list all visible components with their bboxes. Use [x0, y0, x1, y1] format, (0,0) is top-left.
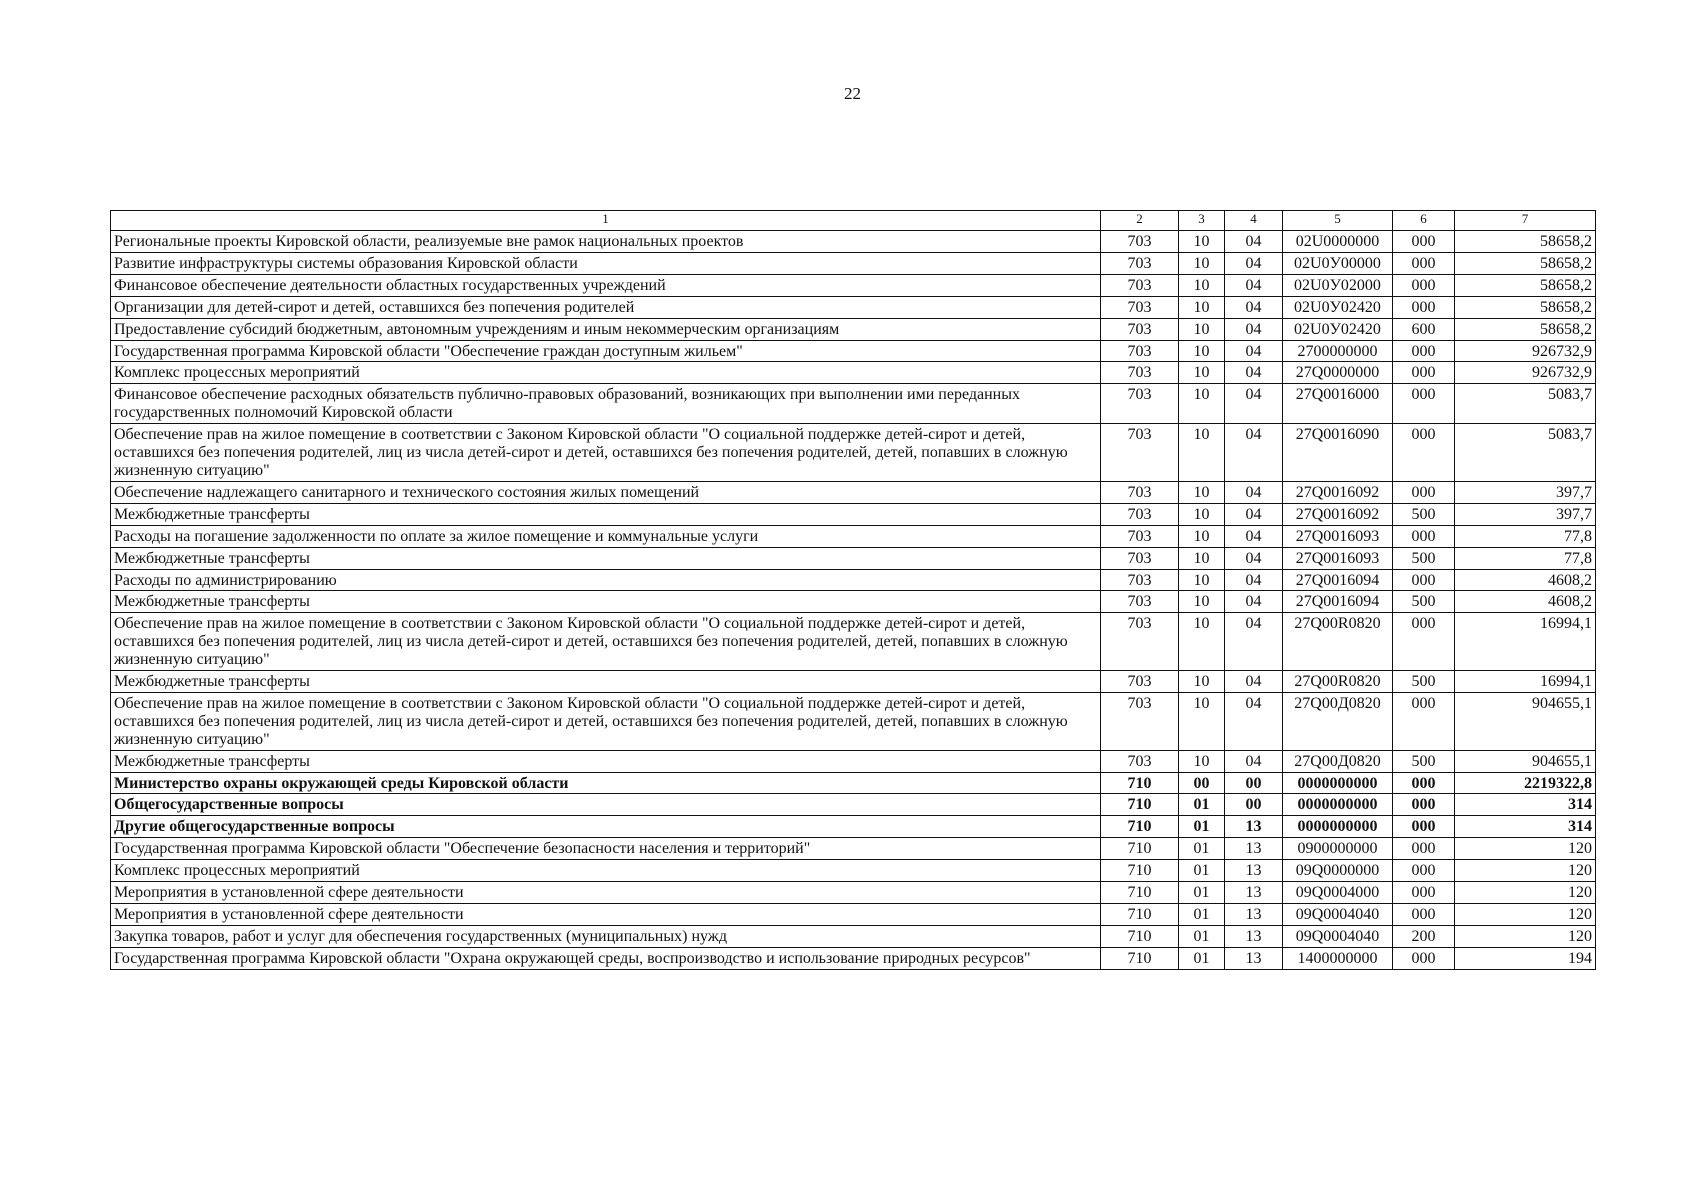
row-code-target-article-cell: 27Q0016092 [1283, 481, 1393, 503]
row-code-ministry-cell: 710 [1101, 816, 1179, 838]
row-name-cell: Межбюджетные трансферты [111, 671, 1101, 693]
row-name-cell: Межбюджетные трансферты [111, 547, 1101, 569]
row-amount-cell: 4608,2 [1455, 591, 1596, 613]
header-cell: 1 [111, 211, 1101, 231]
row-code-section-cell: 10 [1179, 525, 1225, 547]
page-number: 22 [844, 84, 861, 103]
table-row [111, 904, 1596, 926]
row-code-section-cell: 10 [1179, 340, 1225, 362]
row-code-section-cell: 01 [1179, 925, 1225, 947]
row-code-expense-type-cell: 000 [1393, 231, 1455, 253]
header-cell: 6 [1393, 211, 1455, 231]
row-amount-cell: 16994,1 [1455, 613, 1596, 671]
table-row [111, 671, 1596, 693]
row-code-target-article-cell: 0900000000 [1283, 838, 1393, 860]
row-code-target-article-cell: 27Q0016094 [1283, 591, 1393, 613]
row-code-subsection-cell: 04 [1225, 613, 1283, 671]
table-row [111, 591, 1596, 613]
row-code-target-article-cell: 2700000000 [1283, 340, 1393, 362]
row-code-ministry-cell: 703 [1101, 231, 1179, 253]
row-code-target-article-cell: 27Q00R0820 [1283, 613, 1393, 671]
row-code-expense-type-cell: 000 [1393, 692, 1455, 750]
row-code-subsection-cell: 04 [1225, 525, 1283, 547]
row-code-expense-type-cell: 000 [1393, 816, 1455, 838]
row-code-section-cell: 10 [1179, 750, 1225, 772]
row-code-subsection-cell: 04 [1225, 252, 1283, 274]
header-cell: 4 [1225, 211, 1283, 231]
row-code-ministry-cell: 710 [1101, 772, 1179, 794]
row-code-expense-type-cell: 000 [1393, 296, 1455, 318]
row-amount-cell: 77,8 [1455, 547, 1596, 569]
row-code-section-cell: 10 [1179, 671, 1225, 693]
row-code-ministry-cell: 703 [1101, 384, 1179, 424]
row-amount-cell: 904655,1 [1455, 750, 1596, 772]
row-code-section-cell: 10 [1179, 274, 1225, 296]
row-amount-cell: 16994,1 [1455, 671, 1596, 693]
row-code-target-article-cell: 27Q0000000 [1283, 362, 1393, 384]
row-code-subsection-cell: 04 [1225, 547, 1283, 569]
table-row [111, 231, 1596, 253]
row-name-cell: Расходы на погашение задолженности по оплате за жилое помещение и коммунальные услуги [111, 525, 1101, 547]
row-code-expense-type-cell: 000 [1393, 772, 1455, 794]
row-code-expense-type-cell: 500 [1393, 671, 1455, 693]
row-code-section-cell: 10 [1179, 231, 1225, 253]
row-code-subsection-cell: 04 [1225, 384, 1283, 424]
table-row [111, 692, 1596, 750]
row-code-section-cell: 10 [1179, 424, 1225, 482]
table-row [111, 252, 1596, 274]
row-code-target-article-cell: 09Q0000000 [1283, 860, 1393, 882]
row-code-expense-type-cell: 500 [1393, 503, 1455, 525]
row-code-ministry-cell: 703 [1101, 362, 1179, 384]
row-code-expense-type-cell: 500 [1393, 547, 1455, 569]
table-row [111, 816, 1596, 838]
row-code-section-cell: 10 [1179, 613, 1225, 671]
row-amount-cell: 194 [1455, 947, 1596, 969]
row-code-ministry-cell: 703 [1101, 547, 1179, 569]
row-code-target-article-cell: 0000000000 [1283, 816, 1393, 838]
row-code-ministry-cell: 710 [1101, 947, 1179, 969]
row-code-ministry-cell: 703 [1101, 274, 1179, 296]
row-amount-cell: 120 [1455, 882, 1596, 904]
row-code-expense-type-cell: 000 [1393, 340, 1455, 362]
row-name-cell: Комплекс процессных мероприятий [111, 362, 1101, 384]
row-code-target-article-cell: 02U0У02420 [1283, 296, 1393, 318]
row-name-cell: Предоставление субсидий бюджетным, автономным учреждениям и иным некоммерческим организациям [111, 318, 1101, 340]
header-cell: 5 [1283, 211, 1393, 231]
row-code-ministry-cell: 703 [1101, 318, 1179, 340]
row-amount-cell: 58658,2 [1455, 318, 1596, 340]
row-code-subsection-cell: 13 [1225, 947, 1283, 969]
row-amount-cell: 397,7 [1455, 503, 1596, 525]
row-code-target-article-cell: 0000000000 [1283, 794, 1393, 816]
row-amount-cell: 904655,1 [1455, 692, 1596, 750]
row-name-cell: Комплекс процессных мероприятий [111, 860, 1101, 882]
row-name-cell: Межбюджетные трансферты [111, 750, 1101, 772]
row-code-target-article-cell: 09Q0004040 [1283, 925, 1393, 947]
row-code-expense-type-cell: 000 [1393, 569, 1455, 591]
row-code-target-article-cell: 27Q0016093 [1283, 525, 1393, 547]
row-code-section-cell: 01 [1179, 860, 1225, 882]
row-amount-cell: 314 [1455, 816, 1596, 838]
row-code-target-article-cell: 02U0У00000 [1283, 252, 1393, 274]
row-code-expense-type-cell: 000 [1393, 947, 1455, 969]
row-amount-cell: 120 [1455, 860, 1596, 882]
row-code-expense-type-cell: 600 [1393, 318, 1455, 340]
row-code-subsection-cell: 04 [1225, 340, 1283, 362]
row-code-section-cell: 10 [1179, 384, 1225, 424]
row-code-target-article-cell: 27Q0016000 [1283, 384, 1393, 424]
row-code-ministry-cell: 703 [1101, 613, 1179, 671]
row-code-ministry-cell: 703 [1101, 481, 1179, 503]
row-name-cell: Общегосударственные вопросы [111, 794, 1101, 816]
table-row [111, 481, 1596, 503]
row-code-section-cell: 10 [1179, 296, 1225, 318]
row-amount-cell: 77,8 [1455, 525, 1596, 547]
row-code-expense-type-cell: 000 [1393, 481, 1455, 503]
row-name-cell: Региональные проекты Кировской области, реализуемые вне рамок национальных проектов [111, 231, 1101, 253]
row-code-ministry-cell: 703 [1101, 569, 1179, 591]
table-row [111, 296, 1596, 318]
row-code-section-cell: 10 [1179, 252, 1225, 274]
header-cell: 2 [1101, 211, 1179, 231]
table-row [111, 860, 1596, 882]
row-code-expense-type-cell: 000 [1393, 860, 1455, 882]
table-row [111, 772, 1596, 794]
row-name-cell: Государственная программа Кировской области "Обеспечение безопасности населения и территорий" [111, 838, 1101, 860]
table-row [111, 947, 1596, 969]
row-name-cell: Государственная программа Кировской области "Охрана окружающей среды, воспроизводство и использование природных ресурсов" [111, 947, 1101, 969]
row-code-expense-type-cell: 200 [1393, 925, 1455, 947]
row-code-expense-type-cell: 000 [1393, 424, 1455, 482]
row-code-expense-type-cell: 500 [1393, 591, 1455, 613]
row-code-target-article-cell: 09Q0004000 [1283, 882, 1393, 904]
row-name-cell: Мероприятия в установленной сфере деятельности [111, 882, 1101, 904]
row-code-ministry-cell: 710 [1101, 860, 1179, 882]
table-row [111, 362, 1596, 384]
row-code-section-cell: 01 [1179, 904, 1225, 926]
row-code-target-article-cell: 02U0У02420 [1283, 318, 1393, 340]
row-code-expense-type-cell: 000 [1393, 274, 1455, 296]
row-code-ministry-cell: 703 [1101, 525, 1179, 547]
row-code-target-article-cell: 02U0У02000 [1283, 274, 1393, 296]
table-row [111, 424, 1596, 482]
table-row [111, 525, 1596, 547]
row-code-section-cell: 01 [1179, 838, 1225, 860]
row-code-section-cell: 01 [1179, 947, 1225, 969]
row-code-ministry-cell: 703 [1101, 424, 1179, 482]
row-code-target-article-cell: 27Q0016090 [1283, 424, 1393, 482]
row-amount-cell: 5083,7 [1455, 384, 1596, 424]
row-amount-cell: 926732,9 [1455, 340, 1596, 362]
row-code-expense-type-cell: 000 [1393, 613, 1455, 671]
row-code-subsection-cell: 04 [1225, 231, 1283, 253]
row-code-subsection-cell: 04 [1225, 503, 1283, 525]
row-amount-cell: 120 [1455, 838, 1596, 860]
budget-table [110, 210, 1596, 970]
row-code-ministry-cell: 703 [1101, 671, 1179, 693]
table-row [111, 384, 1596, 424]
row-code-subsection-cell: 04 [1225, 362, 1283, 384]
row-name-cell: Финансовое обеспечение расходных обязательств публично-правовых образований, возникающих при выполнении ими переданных государственных полномочий Кировской области [111, 384, 1101, 424]
table-row [111, 794, 1596, 816]
row-code-ministry-cell: 703 [1101, 750, 1179, 772]
row-code-target-article-cell: 27Q0016093 [1283, 547, 1393, 569]
row-code-subsection-cell: 04 [1225, 318, 1283, 340]
row-code-ministry-cell: 710 [1101, 925, 1179, 947]
table-row [111, 882, 1596, 904]
header-cell: 3 [1179, 211, 1225, 231]
row-code-subsection-cell: 04 [1225, 274, 1283, 296]
row-code-ministry-cell: 710 [1101, 838, 1179, 860]
row-code-ministry-cell: 703 [1101, 503, 1179, 525]
row-amount-cell: 397,7 [1455, 481, 1596, 503]
row-code-ministry-cell: 710 [1101, 882, 1179, 904]
row-code-ministry-cell: 703 [1101, 252, 1179, 274]
row-code-expense-type-cell: 000 [1393, 362, 1455, 384]
row-name-cell: Мероприятия в установленной сфере деятельности [111, 904, 1101, 926]
row-code-section-cell: 01 [1179, 816, 1225, 838]
row-name-cell: Обеспечение прав на жилое помещение в соответствии с Законом Кировской области "О социальной поддержке детей-сирот и детей, оставшихся без попечения родителей, лиц из числа детей-сирот и детей, оставшихся без попечения родителей, детей, попавших в сложную жизненную ситуацию" [111, 692, 1101, 750]
row-code-section-cell: 10 [1179, 481, 1225, 503]
row-code-section-cell: 10 [1179, 318, 1225, 340]
table-header-row [111, 211, 1596, 231]
row-code-subsection-cell: 13 [1225, 904, 1283, 926]
row-name-cell: Финансовое обеспечение деятельности областных государственных учреждений [111, 274, 1101, 296]
row-code-target-article-cell: 27Q0016092 [1283, 503, 1393, 525]
row-name-cell: Закупка товаров, работ и услуг для обеспечения государственных (муниципальных) нужд [111, 925, 1101, 947]
row-code-subsection-cell: 04 [1225, 591, 1283, 613]
row-code-expense-type-cell: 000 [1393, 525, 1455, 547]
row-name-cell: Государственная программа Кировской области "Обеспечение граждан доступным жильем" [111, 340, 1101, 362]
row-code-expense-type-cell: 500 [1393, 750, 1455, 772]
row-amount-cell: 120 [1455, 925, 1596, 947]
row-code-target-article-cell: 27Q00Д0820 [1283, 750, 1393, 772]
header-cell: 7 [1455, 211, 1596, 231]
table-row [111, 547, 1596, 569]
row-code-subsection-cell: 13 [1225, 838, 1283, 860]
row-code-target-article-cell: 27Q00R0820 [1283, 671, 1393, 693]
row-code-target-article-cell: 09Q0004040 [1283, 904, 1393, 926]
row-amount-cell: 58658,2 [1455, 252, 1596, 274]
row-name-cell: Обеспечение надлежащего санитарного и технического состояния жилых помещений [111, 481, 1101, 503]
row-code-subsection-cell: 04 [1225, 671, 1283, 693]
table-row [111, 750, 1596, 772]
row-code-target-article-cell: 27Q0016094 [1283, 569, 1393, 591]
row-code-section-cell: 10 [1179, 569, 1225, 591]
row-code-subsection-cell: 04 [1225, 569, 1283, 591]
row-code-section-cell: 10 [1179, 503, 1225, 525]
row-code-subsection-cell: 13 [1225, 860, 1283, 882]
table-row [111, 274, 1596, 296]
row-code-subsection-cell: 13 [1225, 925, 1283, 947]
row-name-cell: Межбюджетные трансферты [111, 503, 1101, 525]
table-row [111, 925, 1596, 947]
table-row [111, 503, 1596, 525]
row-code-ministry-cell: 703 [1101, 296, 1179, 318]
row-amount-cell: 58658,2 [1455, 296, 1596, 318]
row-code-section-cell: 10 [1179, 547, 1225, 569]
row-amount-cell: 120 [1455, 904, 1596, 926]
row-code-target-article-cell: 1400000000 [1283, 947, 1393, 969]
row-code-subsection-cell: 04 [1225, 750, 1283, 772]
row-code-subsection-cell: 00 [1225, 772, 1283, 794]
table-row [111, 838, 1596, 860]
row-name-cell: Обеспечение прав на жилое помещение в соответствии с Законом Кировской области "О социальной поддержке детей-сирот и детей, оставшихся без попечения родителей, лиц из числа детей-сирот и детей, оставшихся без попечения родителей, детей, попавших в сложную жизненную ситуацию" [111, 424, 1101, 482]
row-code-ministry-cell: 710 [1101, 794, 1179, 816]
row-code-ministry-cell: 703 [1101, 591, 1179, 613]
row-amount-cell: 58658,2 [1455, 231, 1596, 253]
row-amount-cell: 4608,2 [1455, 569, 1596, 591]
row-code-expense-type-cell: 000 [1393, 904, 1455, 926]
table-row [111, 569, 1596, 591]
row-code-section-cell: 10 [1179, 362, 1225, 384]
row-code-section-cell: 10 [1179, 591, 1225, 613]
row-code-subsection-cell: 00 [1225, 794, 1283, 816]
row-code-section-cell: 10 [1179, 692, 1225, 750]
row-amount-cell: 58658,2 [1455, 274, 1596, 296]
row-code-expense-type-cell: 000 [1393, 882, 1455, 904]
row-code-section-cell: 00 [1179, 772, 1225, 794]
row-code-subsection-cell: 04 [1225, 424, 1283, 482]
row-amount-cell: 314 [1455, 794, 1596, 816]
row-name-cell: Другие общегосударственные вопросы [111, 816, 1101, 838]
row-code-section-cell: 01 [1179, 794, 1225, 816]
row-code-expense-type-cell: 000 [1393, 384, 1455, 424]
table-row [111, 613, 1596, 671]
row-amount-cell: 926732,9 [1455, 362, 1596, 384]
row-code-target-article-cell: 0000000000 [1283, 772, 1393, 794]
row-code-subsection-cell: 04 [1225, 296, 1283, 318]
row-code-subsection-cell: 04 [1225, 481, 1283, 503]
row-code-ministry-cell: 710 [1101, 904, 1179, 926]
table-row [111, 318, 1596, 340]
row-code-subsection-cell: 04 [1225, 692, 1283, 750]
row-code-expense-type-cell: 000 [1393, 794, 1455, 816]
row-code-section-cell: 01 [1179, 882, 1225, 904]
row-name-cell: Межбюджетные трансферты [111, 591, 1101, 613]
row-code-expense-type-cell: 000 [1393, 252, 1455, 274]
table-row [111, 340, 1596, 362]
row-code-target-article-cell: 02U0000000 [1283, 231, 1393, 253]
row-amount-cell: 5083,7 [1455, 424, 1596, 482]
row-name-cell: Министерство охраны окружающей среды Кировской области [111, 772, 1101, 794]
row-name-cell: Обеспечение прав на жилое помещение в соответствии с Законом Кировской области "О социальной поддержке детей-сирот и детей, оставшихся без попечения родителей, лиц из числа детей-сирот и детей, оставшихся без попечения родителей, детей, попавших в сложную жизненную ситуацию" [111, 613, 1101, 671]
row-code-ministry-cell: 703 [1101, 692, 1179, 750]
row-amount-cell: 2219322,8 [1455, 772, 1596, 794]
row-name-cell: Организации для детей-сирот и детей, оставшихся без попечения родителей [111, 296, 1101, 318]
row-code-subsection-cell: 13 [1225, 882, 1283, 904]
row-code-subsection-cell: 13 [1225, 816, 1283, 838]
row-name-cell: Развитие инфраструктуры системы образования Кировской области [111, 252, 1101, 274]
row-code-expense-type-cell: 000 [1393, 838, 1455, 860]
row-code-target-article-cell: 27Q00Д0820 [1283, 692, 1393, 750]
row-code-ministry-cell: 703 [1101, 340, 1179, 362]
row-name-cell: Расходы по администрированию [111, 569, 1101, 591]
